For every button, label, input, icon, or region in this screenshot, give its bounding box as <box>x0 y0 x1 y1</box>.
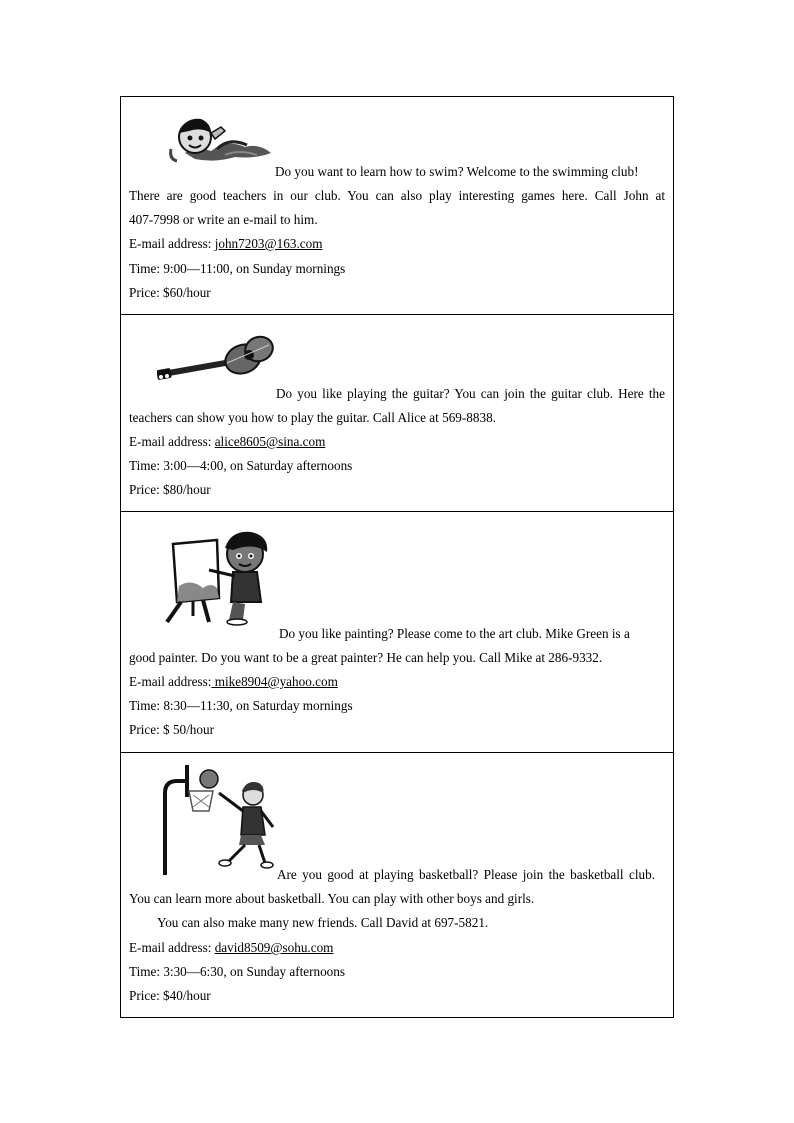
painting-boy-icon <box>163 526 275 626</box>
club-basketball-lead: Are you good at playing basketball? Please join the basketball club. <box>277 867 655 882</box>
club-swimming <box>121 97 673 315</box>
club-art-email-link[interactable]: mike8904@yahoo.com <box>211 674 338 689</box>
club-swimming-body-1: There are good teachers in our club. You can also play interesting games here. Call John at <box>129 188 665 203</box>
email-label: E-mail address: <box>129 236 212 251</box>
club-swimming-email-link[interactable]: john7203@163.com <box>214 236 323 251</box>
club-guitar-body-1: teachers can show you how to play the guitar. Call Alice at 569-8838. <box>129 410 496 425</box>
club-guitar-time: Time: 3:00—4:00, on Saturday afternoons <box>129 458 353 473</box>
club-guitar-price: Price: $80/hour <box>129 482 211 497</box>
basketball-boy-icon <box>157 761 277 877</box>
club-guitar-email-row <box>129 430 665 454</box>
swimming-boy-icon <box>165 109 273 169</box>
club-swimming-lead: Do you want to learn how to swim? Welcome to the swimming club! <box>275 164 639 179</box>
clubs-table <box>120 96 674 1018</box>
club-basketball-body-2: You can also make many new friends. Call David at 697-5821. <box>157 915 489 930</box>
club-basketball-price: Price: $40/hour <box>129 988 211 1003</box>
club-basketball-email-link[interactable]: david8509@sohu.com <box>214 940 334 955</box>
club-basketball-email-row <box>129 936 665 960</box>
club-art-email-row <box>129 670 665 694</box>
club-swimming-price: Price: $60/hour <box>129 285 211 300</box>
club-basketball-body-1: You can learn more about basketball. You can play with other boys and girls. <box>129 891 535 906</box>
club-swimming-email-row <box>129 232 665 256</box>
club-guitar-lead: Do you like playing the guitar? You can join the guitar club. Here the <box>276 386 665 401</box>
club-art-lead: Do you like painting? Please come to the art club. Mike Green is a <box>279 626 630 641</box>
email-label: E-mail address: <box>129 434 212 449</box>
club-basketball <box>121 753 673 1017</box>
email-label: E-mail address: <box>129 674 212 689</box>
club-basketball-time: Time: 3:30—6:30, on Sunday afternoons <box>129 964 346 979</box>
club-art <box>121 512 673 753</box>
club-guitar <box>121 315 673 512</box>
club-art-price: Price: $ 50/hour <box>129 722 214 737</box>
club-guitar-email-link[interactable]: alice8605@sina.com <box>214 434 326 449</box>
club-swimming-time: Time: 9:00—11:00, on Sunday mornings <box>129 261 346 276</box>
email-label: E-mail address: <box>129 940 212 955</box>
club-swimming-body-2: 407-7998 or write an e-mail to him. <box>129 212 318 227</box>
club-art-body-1: good painter. Do you want to be a great painter? He can help you. Call Mike at 286-9332. <box>129 650 603 665</box>
guitar-icon <box>157 331 277 385</box>
club-art-time: Time: 8:30—11:30, on Saturday mornings <box>129 698 353 713</box>
